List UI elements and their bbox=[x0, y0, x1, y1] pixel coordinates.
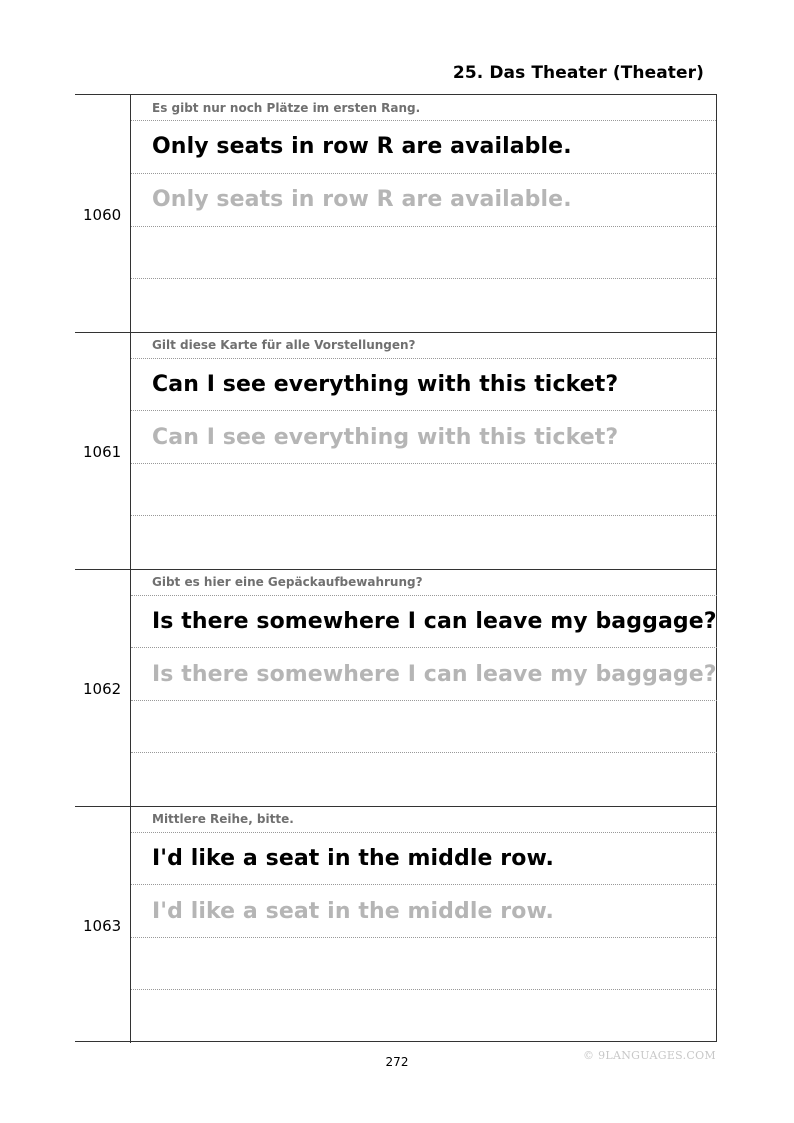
trace-sentence: Can I see everything with this ticket? bbox=[152, 424, 619, 450]
sentence-line bbox=[131, 121, 716, 174]
writing-lines bbox=[131, 570, 717, 806]
blank-writing-line bbox=[131, 938, 716, 991]
sentence-line bbox=[131, 596, 717, 649]
trace-sentence: Only seats in row R are available. bbox=[152, 187, 572, 213]
writing-lines bbox=[131, 333, 716, 569]
german-hint: Mittlere Reihe, bitte. bbox=[152, 812, 294, 827]
german-hint: Gibt es hier eine Gepäckaufbewahrung? bbox=[152, 575, 423, 590]
english-sentence: Is there somewhere I can leave my baggage? bbox=[152, 609, 717, 635]
page-title: 25. Das Theater (Theater) bbox=[452, 63, 704, 83]
blank-writing-line bbox=[131, 753, 717, 806]
entry-1060 bbox=[75, 95, 716, 332]
german-hint: Es gibt nur noch Plätze im ersten Rang. bbox=[152, 100, 421, 115]
blank-writing-line bbox=[131, 701, 717, 754]
entry-1062 bbox=[75, 569, 716, 806]
german-hint: Gilt diese Karte für alle Vorstellungen? bbox=[152, 338, 416, 353]
blank-writing-line bbox=[131, 227, 716, 280]
entry-1063 bbox=[75, 806, 716, 1043]
blank-writing-line bbox=[131, 990, 716, 1043]
entry-number: 1061 bbox=[83, 443, 122, 461]
hint-line bbox=[131, 333, 716, 359]
entry-number-cell bbox=[75, 333, 131, 569]
english-sentence: I'd like a seat in the middle row. bbox=[152, 846, 554, 872]
sentence-line bbox=[131, 833, 716, 886]
entry-number-cell bbox=[75, 95, 131, 332]
entry-number: 1062 bbox=[83, 680, 122, 698]
trace-line bbox=[131, 885, 716, 938]
english-sentence: Only seats in row R are available. bbox=[152, 134, 572, 160]
trace-sentence: I'd like a seat in the middle row. bbox=[152, 898, 554, 924]
trace-line bbox=[131, 174, 716, 227]
entry-number: 1060 bbox=[83, 205, 122, 224]
hint-line bbox=[131, 95, 716, 121]
hint-line bbox=[131, 807, 716, 833]
entry-number: 1063 bbox=[83, 917, 122, 935]
trace-line bbox=[131, 648, 717, 701]
writing-lines bbox=[131, 95, 716, 332]
sentence-line bbox=[131, 359, 716, 412]
entry-number-cell bbox=[75, 570, 131, 806]
entry-number-cell bbox=[75, 807, 131, 1043]
blank-writing-line bbox=[131, 464, 716, 517]
trace-line bbox=[131, 411, 716, 464]
practice-sheet bbox=[75, 94, 717, 1042]
blank-writing-line bbox=[131, 516, 716, 569]
english-sentence: Can I see everything with this ticket? bbox=[152, 372, 619, 398]
hint-line bbox=[131, 570, 717, 596]
copyright-notice: © 9LANGUAGES.COM bbox=[583, 1049, 716, 1062]
writing-lines bbox=[131, 807, 716, 1043]
entry-1061 bbox=[75, 332, 716, 569]
page-number: 272 bbox=[385, 1055, 409, 1069]
blank-writing-line bbox=[131, 279, 716, 332]
trace-sentence: Is there somewhere I can leave my baggage? bbox=[152, 661, 717, 687]
